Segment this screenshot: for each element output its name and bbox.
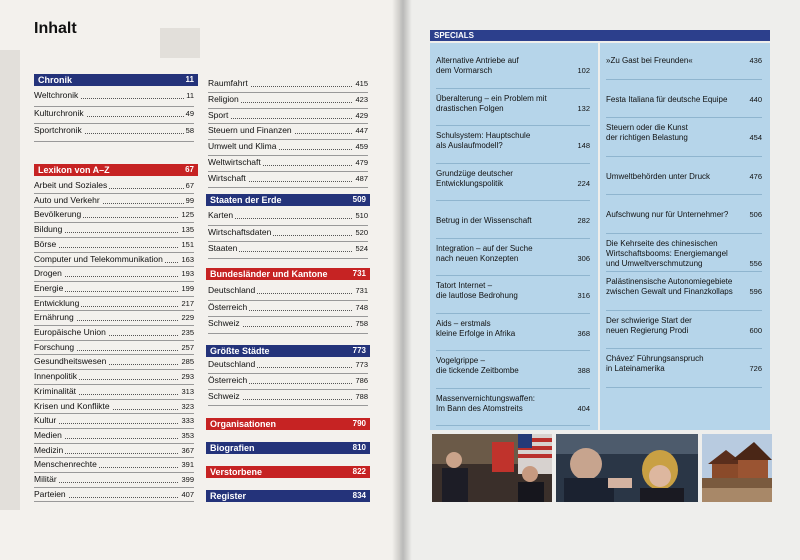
section-label: Verstorbene bbox=[210, 467, 263, 477]
toc-entry-page: 313 bbox=[181, 386, 194, 396]
special-page: 132 bbox=[577, 103, 590, 113]
toc-entry-page: 99 bbox=[185, 195, 194, 205]
section-page-number: 822 bbox=[352, 467, 366, 476]
toc-entry-page: 333 bbox=[181, 416, 194, 426]
special-title-line: Wirtschaftsbooms: Energiemangel bbox=[606, 248, 728, 258]
special-title-text: der richtigen Belastung bbox=[606, 133, 688, 142]
bleed-through-shadow bbox=[0, 50, 20, 510]
toc-entry[interactable] bbox=[34, 341, 194, 354]
toc-entry-label: Bildung bbox=[34, 224, 63, 235]
toc-entry[interactable] bbox=[34, 400, 194, 413]
toc-entry-label: Menschenrechte bbox=[34, 459, 97, 470]
special-title-text: Entwicklungspolitik bbox=[436, 178, 504, 188]
toc-entry[interactable] bbox=[34, 253, 194, 266]
toc-entry-label: Deutschland bbox=[208, 285, 256, 295]
toc-entry[interactable] bbox=[208, 390, 368, 403]
section-page-number: 67 bbox=[185, 165, 194, 174]
toc-entry-page: 49 bbox=[185, 108, 194, 118]
toc-entry-label: Gesundheitswesen bbox=[34, 356, 107, 367]
special-divider bbox=[606, 117, 762, 118]
toc-entry[interactable] bbox=[208, 109, 368, 122]
special-title-line: Integration – auf der Suche bbox=[436, 243, 533, 253]
toc-entry[interactable] bbox=[34, 208, 194, 221]
special-title-line: Massenvernichtungswaffen: bbox=[436, 393, 536, 403]
special-title-line bbox=[606, 95, 762, 105]
toc-entry-page: 786 bbox=[355, 376, 368, 385]
special-page: 436 bbox=[749, 56, 762, 65]
toc-entry-page: 67 bbox=[185, 181, 194, 190]
section-page-number: 731 bbox=[352, 269, 366, 278]
toc-entry-label: Kulturchronik bbox=[34, 107, 84, 118]
special-entry[interactable] bbox=[436, 131, 590, 151]
section-biografien-bar[interactable] bbox=[206, 442, 370, 454]
special-entry[interactable] bbox=[606, 85, 762, 105]
section-organisationen-bar[interactable] bbox=[206, 418, 370, 430]
special-page: 506 bbox=[749, 210, 762, 219]
section-label: Größte Städte bbox=[210, 346, 270, 356]
toc-entry-label: Krisen und Konflikte bbox=[34, 400, 110, 411]
toc-entry-page: 407 bbox=[181, 489, 194, 499]
toc-entry-label: Sportchronik bbox=[34, 125, 82, 135]
section-label: Chronik bbox=[38, 75, 73, 85]
section-label: Lexikon von A–Z bbox=[38, 165, 110, 175]
special-title-text: Aufschwung nur für Unternehmer? bbox=[606, 210, 729, 219]
special-title-line bbox=[606, 56, 762, 66]
toc-entry[interactable] bbox=[34, 107, 194, 120]
toc-entry[interactable] bbox=[34, 89, 194, 102]
toc-entry-label: Schweiz bbox=[208, 318, 240, 328]
photo-press-conference-flags bbox=[432, 434, 552, 502]
special-title-line: Vogelgrippe – bbox=[436, 356, 485, 365]
toc-entry-label: Forschung bbox=[34, 341, 75, 352]
toc-entry[interactable] bbox=[208, 156, 368, 169]
special-page: 282 bbox=[577, 216, 590, 225]
toc-entry-page: 11 bbox=[186, 91, 194, 100]
special-entry[interactable] bbox=[436, 169, 590, 189]
special-page: 600 bbox=[749, 325, 762, 335]
toc-entry[interactable] bbox=[34, 124, 194, 137]
spacer bbox=[436, 206, 590, 216]
special-entry[interactable] bbox=[436, 94, 590, 114]
toc-entry-page: 199 bbox=[181, 283, 194, 293]
toc-entry-page: 229 bbox=[181, 313, 194, 323]
special-divider bbox=[606, 387, 762, 388]
special-title-text: Umweltbehörden unter Druck bbox=[606, 171, 711, 181]
section-label: Bundesländer und Kantone bbox=[210, 269, 328, 279]
special-divider bbox=[606, 156, 762, 157]
special-title-line bbox=[436, 66, 590, 76]
toc-entry-page: 758 bbox=[355, 319, 368, 328]
special-divider bbox=[606, 79, 762, 80]
section-staedte-bar[interactable] bbox=[206, 345, 370, 357]
special-divider bbox=[606, 271, 762, 272]
special-title-text: drastischen Folgen bbox=[436, 103, 504, 113]
special-title-line bbox=[606, 210, 762, 220]
toc-entry-page: 788 bbox=[355, 392, 368, 401]
special-divider bbox=[436, 200, 590, 201]
special-divider bbox=[436, 275, 590, 276]
special-entry[interactable] bbox=[606, 200, 762, 220]
toc-entry[interactable] bbox=[34, 488, 194, 501]
toc-entry-page: 353 bbox=[181, 430, 194, 440]
section-lexikon-bar[interactable] bbox=[34, 164, 198, 176]
special-title-text: dem Vormarsch bbox=[436, 66, 493, 75]
special-title-line bbox=[436, 179, 590, 189]
toc-entry[interactable] bbox=[208, 284, 368, 297]
section-page-number: 773 bbox=[352, 346, 366, 355]
special-title-line bbox=[606, 287, 762, 297]
toc-entry-label: Sport bbox=[208, 109, 229, 120]
toc-entry[interactable] bbox=[208, 317, 368, 330]
toc-entry-label: Kriminalität bbox=[34, 385, 77, 396]
row-divider bbox=[34, 501, 194, 502]
special-entry[interactable] bbox=[436, 319, 590, 339]
special-divider bbox=[606, 194, 762, 195]
special-divider bbox=[436, 350, 590, 351]
toc-entry[interactable] bbox=[208, 77, 368, 90]
special-title-line bbox=[606, 364, 762, 374]
special-title-text: Im Bann des Atomstreits bbox=[436, 403, 523, 413]
toc-entry-label: Energie bbox=[34, 282, 64, 293]
row-divider bbox=[208, 333, 368, 334]
special-title-line bbox=[606, 172, 762, 182]
toc-entry[interactable] bbox=[208, 172, 368, 185]
toc-entry[interactable] bbox=[34, 311, 194, 324]
special-title-line: Grundzüge deutscher bbox=[436, 168, 513, 178]
toc-entry-label: Deutschland bbox=[208, 359, 256, 369]
special-page: 102 bbox=[577, 66, 590, 75]
special-divider bbox=[436, 163, 590, 164]
special-page: 316 bbox=[577, 291, 590, 300]
section-page-number: 11 bbox=[185, 75, 194, 84]
special-page: 368 bbox=[577, 328, 590, 338]
section-page-number: 790 bbox=[352, 419, 366, 428]
special-title-line bbox=[436, 141, 590, 151]
section-bundeslaender-bar[interactable] bbox=[206, 268, 370, 280]
section-page-number: 810 bbox=[352, 443, 366, 452]
special-title-line: Überalterung – ein Problem mit bbox=[436, 93, 547, 103]
toc-entry-label: Ernährung bbox=[34, 312, 74, 323]
special-title-text: in Lateinamerika bbox=[606, 364, 665, 373]
special-title-text: nach neuen Konzepten bbox=[436, 253, 519, 263]
special-title-line: Der schwierige Start der bbox=[606, 315, 692, 325]
toc-entry-page: 285 bbox=[181, 357, 194, 367]
toc-entry[interactable] bbox=[34, 238, 194, 251]
special-title-text: zwischen Gewalt und Finanzkollaps bbox=[606, 287, 733, 296]
special-title-line bbox=[436, 254, 590, 264]
toc-entry-page: 520 bbox=[355, 227, 368, 237]
toc-entry-page: 217 bbox=[181, 298, 194, 308]
spacer bbox=[606, 46, 762, 56]
toc-entry-page: 510 bbox=[355, 211, 368, 220]
toc-entry-page: 487 bbox=[355, 173, 368, 183]
toc-entry[interactable] bbox=[34, 223, 194, 236]
toc-entry-label: Raumfahrt bbox=[208, 78, 248, 88]
toc-entry-label: Karten bbox=[208, 210, 234, 220]
row-divider bbox=[208, 187, 368, 188]
photo-temple-roofs bbox=[702, 434, 772, 502]
special-page: 726 bbox=[749, 364, 762, 373]
special-page: 454 bbox=[749, 133, 762, 142]
special-title-text: Festa Italiana für deutsche Equipe bbox=[606, 94, 728, 104]
special-page: 404 bbox=[577, 403, 590, 413]
section-staaten-bar[interactable] bbox=[206, 194, 370, 206]
special-page: 224 bbox=[577, 178, 590, 188]
special-page: 476 bbox=[749, 171, 762, 181]
toc-entry-page: 293 bbox=[181, 372, 194, 382]
toc-entry[interactable] bbox=[208, 358, 368, 371]
special-entry[interactable] bbox=[606, 162, 762, 182]
toc-entry-page: 524 bbox=[355, 244, 368, 253]
special-divider bbox=[436, 125, 590, 126]
bleed-through-shadow bbox=[160, 28, 200, 58]
section-register-bar[interactable] bbox=[206, 490, 370, 502]
special-entry[interactable] bbox=[606, 123, 762, 143]
special-divider bbox=[436, 88, 590, 89]
special-entry[interactable] bbox=[436, 56, 590, 76]
special-title-line: Steuern oder die Kunst bbox=[606, 123, 688, 132]
special-title-text: als Auslaufmodell? bbox=[436, 141, 503, 150]
toc-entry-page: 415 bbox=[355, 79, 368, 88]
row-divider bbox=[208, 258, 368, 259]
section-label: Organisationen bbox=[210, 419, 277, 429]
toc-entry-label: Religion bbox=[208, 93, 239, 104]
special-entry[interactable] bbox=[436, 206, 590, 226]
spacer bbox=[606, 200, 762, 210]
special-entry[interactable] bbox=[436, 281, 590, 301]
spacer bbox=[606, 162, 762, 172]
toc-entry-page: 399 bbox=[181, 475, 194, 484]
special-title-text: und Umweltverschmutzung bbox=[606, 258, 703, 268]
special-entry[interactable] bbox=[606, 354, 762, 374]
toc-entry-page: 323 bbox=[181, 401, 194, 411]
leader-dots bbox=[208, 118, 368, 119]
special-entry[interactable] bbox=[606, 46, 762, 66]
toc-entry-label: Arbeit und Soziales bbox=[34, 180, 108, 190]
toc-entry-page: 367 bbox=[181, 445, 194, 455]
toc-entry[interactable] bbox=[34, 370, 194, 383]
toc-entry[interactable] bbox=[208, 140, 368, 153]
toc-entry-label: Bevölkerung bbox=[34, 209, 82, 220]
toc-entry[interactable] bbox=[208, 374, 368, 387]
row-divider bbox=[34, 141, 194, 142]
special-title-line: Chávez' Führungsanspruch bbox=[606, 354, 704, 363]
special-divider bbox=[606, 348, 762, 349]
page-title: Inhalt bbox=[34, 20, 77, 37]
toc-entry-page: 163 bbox=[181, 254, 194, 264]
toc-entry-label: Börse bbox=[34, 238, 57, 249]
special-page: 388 bbox=[577, 366, 590, 375]
toc-entry-label: Staaten bbox=[208, 243, 238, 253]
special-divider bbox=[436, 425, 590, 426]
toc-entry-label: Drogen bbox=[34, 268, 62, 279]
toc-entry-page: 135 bbox=[181, 225, 194, 235]
toc-entry-label: Kultur bbox=[34, 415, 57, 426]
toc-entry[interactable] bbox=[34, 429, 194, 442]
toc-entry[interactable] bbox=[34, 385, 194, 398]
toc-entry-label: Österreich bbox=[208, 301, 248, 312]
toc-entry-label: Innenpolitik bbox=[34, 371, 78, 382]
toc-entry[interactable] bbox=[208, 226, 368, 239]
special-title-line: Die Kehrseite des chinesischen bbox=[606, 238, 718, 248]
section-chronik-bar[interactable] bbox=[34, 74, 198, 86]
special-title-line: Aids – erstmals bbox=[436, 318, 491, 328]
toc-entry-label: Weltchronik bbox=[34, 90, 79, 100]
special-title-line: Palästinensische Autonomiegebiete bbox=[606, 277, 733, 286]
toc-entry-page: 748 bbox=[355, 302, 368, 312]
toc-entry-label: Österreich bbox=[208, 375, 248, 385]
special-entry[interactable] bbox=[606, 277, 762, 297]
special-title-text: »Zu Gast bei Freunden« bbox=[606, 56, 693, 65]
special-title-line bbox=[606, 326, 762, 336]
section-page-number: 834 bbox=[352, 491, 366, 500]
special-entry[interactable] bbox=[436, 356, 590, 376]
toc-entry-page: 459 bbox=[355, 142, 368, 152]
toc-entry-label: Militär bbox=[34, 474, 57, 484]
special-divider bbox=[436, 313, 590, 314]
toc-entry[interactable] bbox=[208, 124, 368, 137]
toc-entry-page: 429 bbox=[355, 110, 368, 120]
special-entry[interactable] bbox=[606, 316, 762, 336]
toc-entry[interactable] bbox=[208, 242, 368, 255]
section-verstorbene-bar[interactable] bbox=[206, 466, 370, 478]
special-page: 596 bbox=[749, 287, 762, 296]
toc-entry-label: Entwicklung bbox=[34, 297, 80, 308]
special-title-line bbox=[436, 104, 590, 114]
toc-entry-page: 447 bbox=[355, 126, 368, 136]
special-title-line: Tatort Internet – bbox=[436, 281, 493, 290]
toc-entry[interactable] bbox=[34, 297, 194, 310]
toc-entry[interactable] bbox=[34, 458, 194, 471]
toc-entry[interactable] bbox=[34, 326, 194, 339]
special-title-text: neuen Regierung Prodi bbox=[606, 325, 689, 335]
toc-entry[interactable] bbox=[34, 194, 194, 207]
special-title-line bbox=[436, 404, 590, 414]
toc-entry[interactable] bbox=[34, 267, 194, 280]
toc-entry-label: Medizin bbox=[34, 444, 64, 455]
toc-entry[interactable] bbox=[208, 301, 368, 314]
toc-entry-page: 58 bbox=[185, 126, 194, 135]
special-page: 556 bbox=[749, 258, 762, 268]
special-title-line: Schulsystem: Hauptschule bbox=[436, 131, 531, 140]
section-label: Register bbox=[210, 491, 247, 501]
special-title-line bbox=[436, 216, 590, 226]
toc-entry-label: Schweiz bbox=[208, 391, 240, 401]
toc-entry-label: Medien bbox=[34, 429, 62, 440]
toc-entry-page: 125 bbox=[181, 210, 194, 220]
toc-entry-label: Computer und Telekommunikation bbox=[34, 253, 163, 264]
special-entry[interactable] bbox=[436, 244, 590, 264]
toc-entry-label: Auto und Verkehr bbox=[34, 194, 100, 205]
special-page: 440 bbox=[749, 94, 762, 104]
row-divider bbox=[208, 405, 368, 406]
special-title-text: Betrug in der Wissenschaft bbox=[436, 216, 532, 225]
toc-entry-label: Steuern und Finanzen bbox=[208, 125, 292, 136]
toc-entry[interactable] bbox=[34, 355, 194, 368]
specials-header: SPECIALS bbox=[430, 30, 770, 41]
special-title-text: kleine Erfolge in Afrika bbox=[436, 328, 516, 338]
special-title-text: die lautlose Bedrohung bbox=[436, 291, 518, 300]
toc-entry-page: 391 bbox=[181, 460, 194, 470]
toc-entry-label: Weltwirtschaft bbox=[208, 157, 261, 167]
special-entry[interactable] bbox=[436, 394, 590, 414]
toc-entry[interactable] bbox=[208, 93, 368, 106]
toc-entry[interactable] bbox=[34, 444, 194, 457]
special-title-line bbox=[436, 366, 590, 376]
special-divider bbox=[606, 310, 762, 311]
toc-entry-page: 235 bbox=[181, 328, 194, 337]
toc-entry-page: 773 bbox=[355, 360, 368, 369]
special-divider bbox=[436, 388, 590, 389]
section-label: Biografien bbox=[210, 443, 255, 453]
special-page: 148 bbox=[577, 141, 590, 150]
toc-entry-label: Wirtschaft bbox=[208, 172, 246, 183]
toc-entry[interactable] bbox=[34, 179, 194, 192]
section-label: Staaten der Erde bbox=[210, 195, 282, 205]
special-divider bbox=[606, 233, 762, 234]
toc-entry-page: 257 bbox=[181, 342, 194, 352]
toc-entry[interactable] bbox=[208, 209, 368, 222]
toc-entry-page: 193 bbox=[181, 269, 194, 279]
toc-entry-page: 731 bbox=[355, 286, 368, 295]
toc-entry[interactable] bbox=[34, 282, 194, 295]
special-title-text: die tickende Zeitbombe bbox=[436, 366, 519, 375]
special-title-line bbox=[606, 259, 762, 269]
special-entry[interactable] bbox=[606, 239, 762, 269]
special-divider bbox=[436, 238, 590, 239]
toc-entry-label: Parteien bbox=[34, 488, 66, 499]
toc-entry-page: 423 bbox=[355, 94, 368, 104]
special-title-line: Alternative Antriebe auf bbox=[436, 56, 519, 65]
toc-entry[interactable] bbox=[34, 473, 194, 486]
special-page: 306 bbox=[577, 253, 590, 263]
section-page-number: 509 bbox=[352, 195, 366, 204]
special-title-line bbox=[606, 133, 762, 143]
spacer bbox=[606, 85, 762, 95]
toc-entry-page: 151 bbox=[181, 239, 194, 249]
toc-entry-label: Wirtschaftsdaten bbox=[208, 226, 272, 237]
toc-entry-label: Europäische Union bbox=[34, 327, 106, 337]
toc-entry-label: Umwelt und Klima bbox=[208, 141, 277, 152]
toc-entry[interactable] bbox=[34, 414, 194, 427]
toc-entry-page: 479 bbox=[355, 158, 368, 167]
special-title-line bbox=[436, 291, 590, 301]
special-title-line bbox=[436, 329, 590, 339]
photo-hand-kiss bbox=[556, 434, 698, 502]
